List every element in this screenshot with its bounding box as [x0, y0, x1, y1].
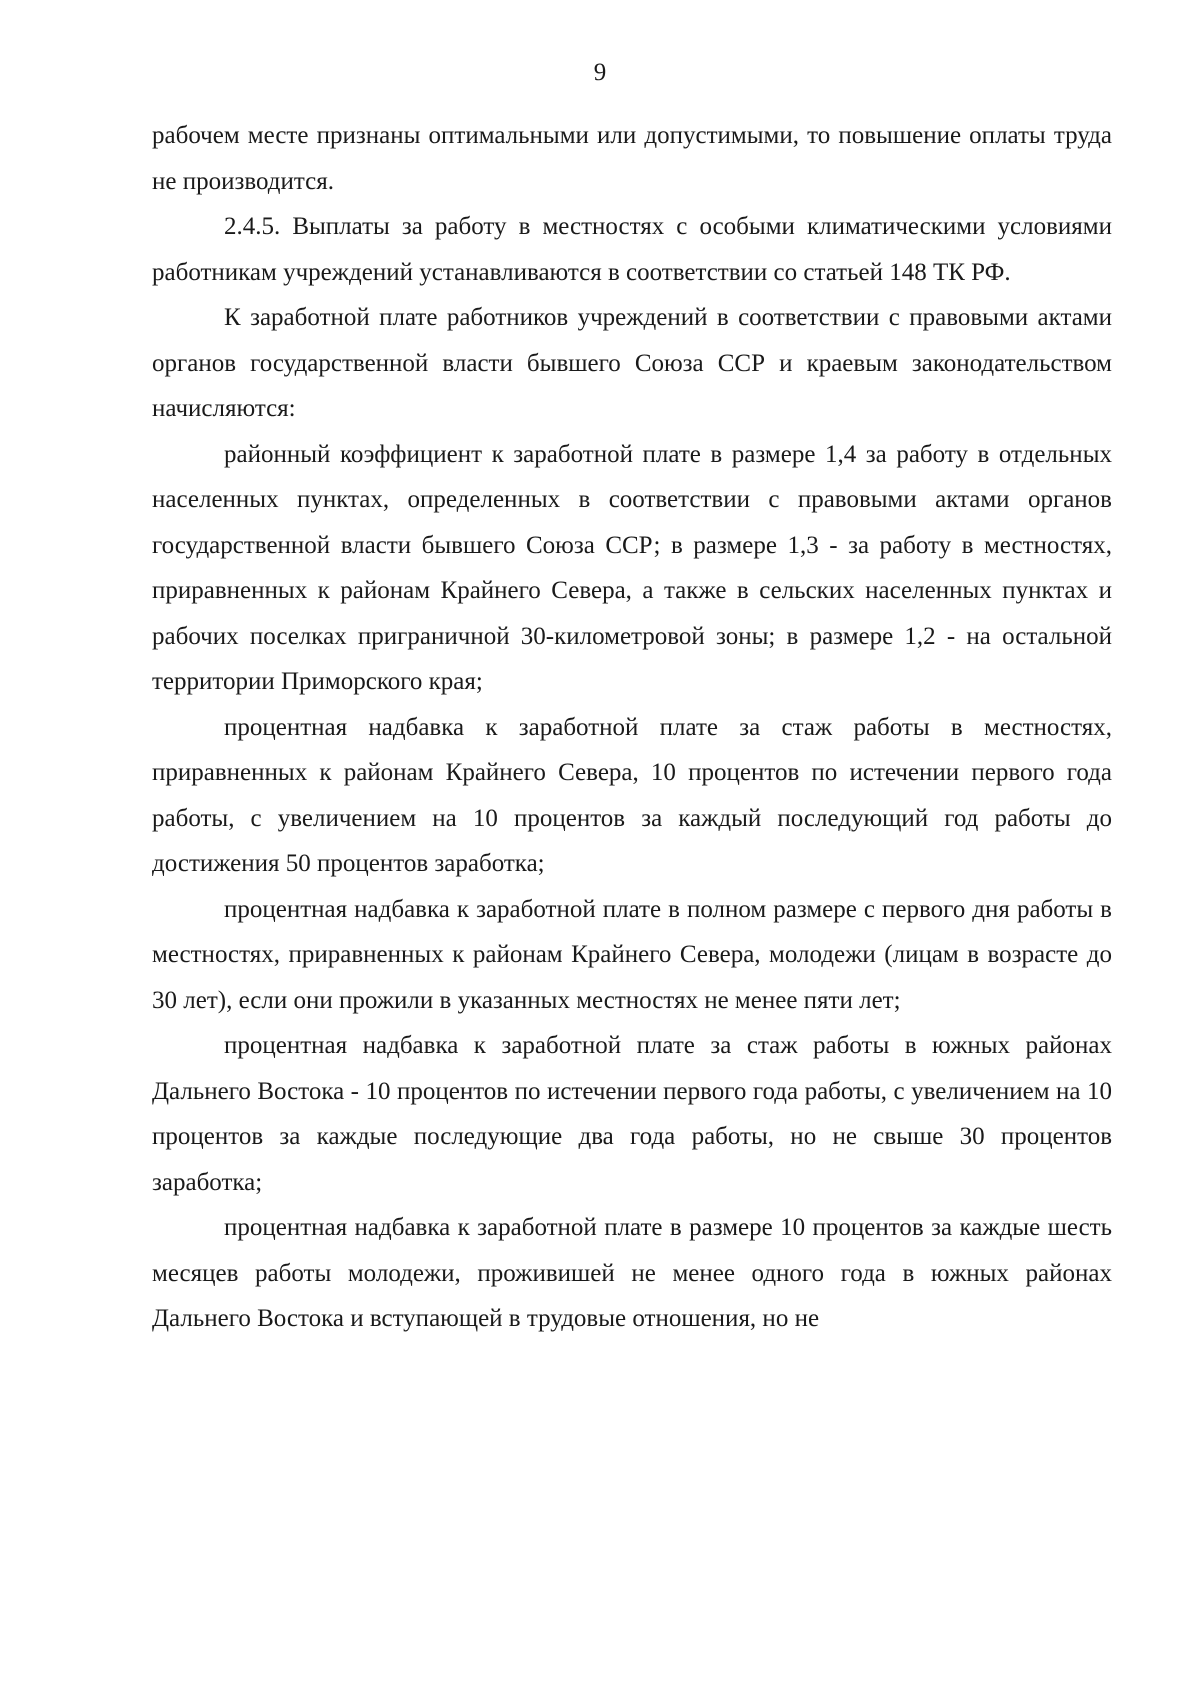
paragraph-continuation: рабочем месте признаны оптимальными или допустимыми, то повышение оплаты труда не производится.	[152, 122, 1112, 195]
paragraph-youth-far-east-allowance: процентная надбавка к заработной плате в размере 10 процентов за каждые шесть месяцев работы молодежи, проживишей не менее одного года в южных районах Дальнего Востока и вступающей в трудовые отношения, но не	[152, 1214, 1112, 1332]
page-number: 9	[593, 59, 607, 86]
paragraph-youth-full-allowance: процентная надбавка к заработной плате в полном размере с первого дня работы в местностях, приравненных к районам Крайнего Севера, молодежи (лицам в возрасте до 30 лет), если они прожили в указанных местностях не менее пяти лет;	[152, 895, 1112, 1014]
document-body	[152, 113, 1112, 1342]
paragraph-2-4-5: 2.4.5. Выплаты за работу в местностях с особыми климатическими условиями работникам учреждений устанавливаются в соответствии со статьей 148 ТК РФ.	[152, 213, 1112, 286]
paragraph-regional-coefficient: районный коэффициент к заработной плате в размере 1,4 за работу в отдельных населенных пунктах, определенных в соответствии с правовыми актами органов государственной власти бывшего Союза ССР; в размере 1,3 - за работу в местностях, приравненных к районам Крайнего Севера, а также в сельских населенных пунктах и рабочих поселках приграничной 30-километровой зоны; в размере 1,2 - на остальной территории Приморского края;	[152, 440, 1112, 695]
paragraph-intro-list: К заработной плате работников учреждений в соответствии с правовыми актами органов государственной власти бывшего Союза ССР и краевым законодательством начисляются:	[152, 304, 1112, 422]
paragraph-north-allowance: процентная надбавка к заработной плате за стаж работы в местностях, приравненных к районам Крайнего Севера, 10 процентов по истечении первого года работы, с увеличением на 10 процентов за каждый последующий год работы до достижения 50 процентов заработка;	[152, 713, 1112, 877]
paragraph-far-east-allowance: процентная надбавка к заработной плате за стаж работы в южных районах Дальнего Востока - 10 процентов по истечении первого года работы, с увеличением на 10 процентов за каждые последующие два года работы, но не свыше 30 процентов заработка;	[152, 1032, 1112, 1196]
